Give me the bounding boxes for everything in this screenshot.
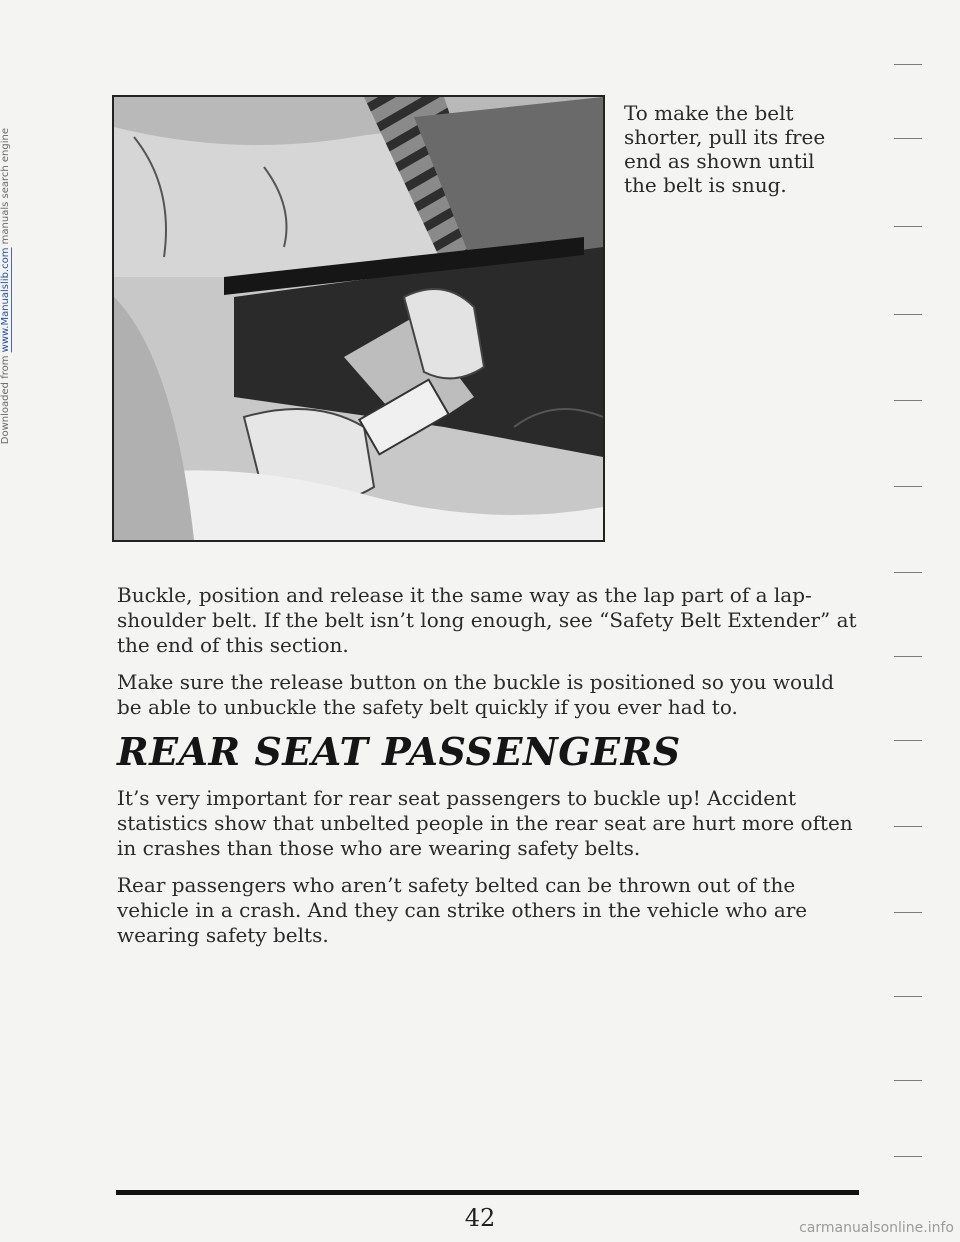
source-banner-suffix: manuals search engine <box>0 128 11 245</box>
figure-caption: To make the belt shorter, pull its free end as shown until the belt is snug. <box>624 101 826 197</box>
seat-belt-illustration <box>112 95 605 542</box>
body-text <box>117 583 862 960</box>
source-banner-prefix: Downloaded from <box>0 355 11 445</box>
margin-tick <box>894 314 922 315</box>
margin-tick <box>894 400 922 401</box>
margin-tick <box>894 1156 922 1157</box>
paragraph-rear-seat-importance: It’s very important for rear seat passengers to buckle up! Accident statistics show that unbelted people in the rear seat are hurt more often in crashes than those who are wearing safety belts. <box>117 786 853 860</box>
margin-tick <box>894 912 922 913</box>
paragraph-release-button: Make sure the release button on the buckle is positioned so you would be able to unbuckle the safety belt quickly if you ever had to. <box>117 670 835 719</box>
margin-tick <box>894 996 922 997</box>
margin-tab-marks <box>884 56 944 1196</box>
margin-tick <box>894 486 922 487</box>
manualslib-link[interactable]: www.Manualslib.com <box>0 247 11 353</box>
paragraph-buckle: Buckle, position and release it the same way as the lap part of a lap-shoulder belt. If the belt isn’t long enough, see “Safety Belt Extender” at the end of this section. <box>117 583 857 657</box>
watermark: carmanualsonline.info <box>799 1220 954 1236</box>
margin-tick <box>894 64 922 65</box>
page-number: 42 <box>464 1204 496 1232</box>
section-heading: REAR SEAT PASSENGERS <box>117 729 681 774</box>
margin-tick <box>894 740 922 741</box>
margin-tick <box>894 826 922 827</box>
margin-tick <box>894 226 922 227</box>
margin-tick <box>894 572 922 573</box>
margin-tick <box>894 138 922 139</box>
margin-tick <box>894 1080 922 1081</box>
footer-rule <box>116 1190 859 1195</box>
source-banner <box>0 128 16 444</box>
paragraph-rear-seat-risk: Rear passengers who aren’t safety belted can be thrown out of the vehicle in a crash. And they can strike others in the vehicle who are wearing safety belts. <box>117 873 808 947</box>
margin-tick <box>894 656 922 657</box>
illustration-drawing <box>114 97 603 540</box>
